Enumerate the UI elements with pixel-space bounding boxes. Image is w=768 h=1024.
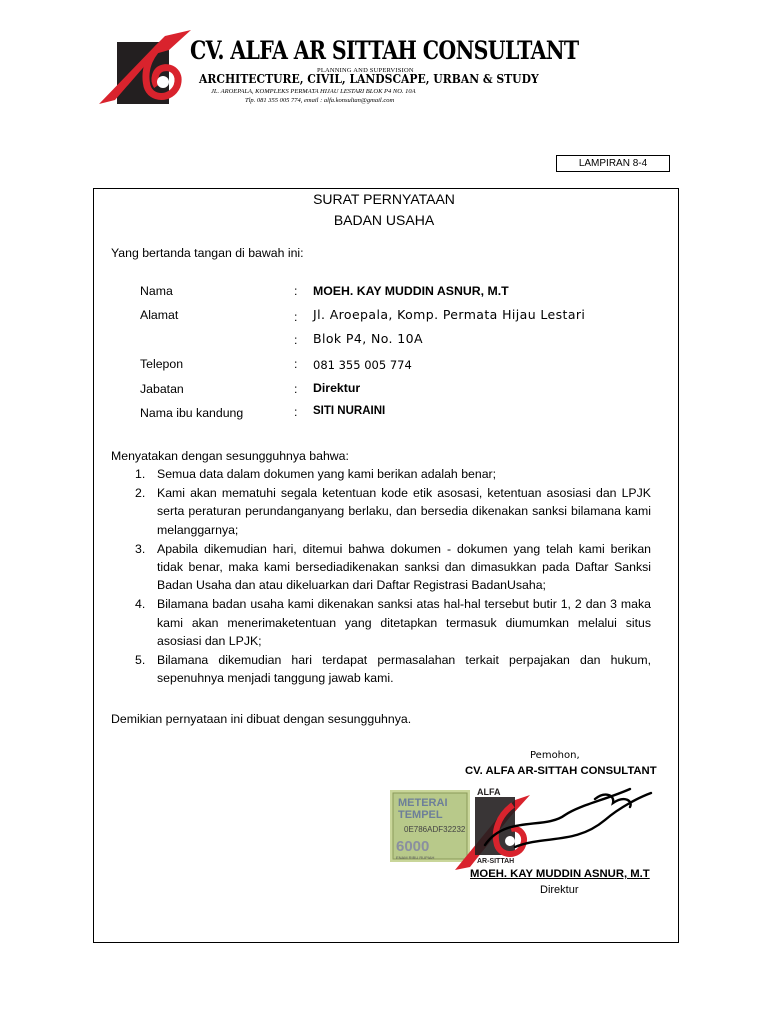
document-title: SURAT PERNYATAAN (313, 191, 455, 207)
declaration-intro: Menyatakan dengan sesungguhnya bahwa: (111, 449, 349, 463)
signatory-position: Direktur (540, 884, 579, 896)
list-item (111, 540, 651, 595)
company-tagline: PLANNING AND SUPERVISION (317, 67, 414, 74)
list-text: Bilamana badan usaha kami dikenakan sanksi atas hal-hal tersebut butir 1, 2 dan 3 maka kami akan menerimaketentuan yang ditetapkan termasuk diumumkan melalui situs asosiasi dan LPJK; (157, 597, 651, 649)
colon: : (294, 405, 298, 419)
name-label: Nama (140, 284, 173, 298)
attachment-label: LAMPIRAN 8-4 (556, 155, 670, 172)
colon: : (294, 310, 298, 324)
list-item (111, 484, 651, 539)
phone-label: Telepon (140, 357, 184, 371)
stamp-amount: 6000 (396, 838, 430, 855)
signatory-name: MOEH. KAY MUDDIN ASNUR, M.T (470, 868, 650, 880)
list-text: Apabila dikemudian hari, ditemui bahwa dokumen - dokumen yang telah kami berikan tidak benar, maka kami bersediadikenakan sanksi dan dimasukkan pada Daftar Sanksi Badan Usaha dan atau dikeluarkan dari Daftar Registrasi BadanUsaha; (157, 541, 651, 593)
company-contact: Tlp. 081 355 005 774, email : alfa.konsultan@gmail.com (245, 97, 395, 104)
address-label: Alamat (140, 308, 179, 322)
document-subtitle: BADAN USAHA (333, 212, 435, 228)
colon: : (294, 357, 298, 371)
stamp-code: 0E786ADF32232 (404, 825, 466, 834)
company-logo (95, 28, 195, 108)
list-number: 1. (135, 467, 146, 481)
list-number: 3. (135, 541, 146, 556)
position-value: Direktur (313, 381, 361, 395)
applicant-label: Pemohon, (530, 750, 580, 761)
closing-text: Demikian pernyataan ini dibuat dengan sesungguhnya. (111, 712, 412, 726)
list-text: Kami akan mematuhi segala ketentuan kode etik asosasi, ketentuan asosiasi dan LPJK serta peraturan perundanganyang berlaku, dan bersedia dikenakan sanksi bilamana kami melanggarnya; (157, 485, 651, 537)
position-label: Jabatan (140, 382, 184, 396)
list-number: 2. (135, 485, 146, 500)
intro-text: Yang bertanda tangan di bawah ini: (111, 246, 304, 260)
phone-value: 081 355 005 774 (313, 358, 412, 372)
list-text: Bilamana dikemudian hari terdapat permasalahan terkait perpajakan dan hukum, sepenuhnya menjadi tanggung jawab kami. (157, 653, 651, 686)
seal-bottom-text: AR-SITTAH (477, 858, 515, 865)
stamp-line1: METERAI (398, 797, 448, 809)
name-value: MOEH. KAY MUDDIN ASNUR, M.T (313, 284, 509, 298)
colon: : (294, 284, 298, 298)
address-value-line2: Blok P4, No. 10A (313, 331, 423, 346)
address-value-line1: Jl. Aroepala, Komp. Permata Hijau Lestari (313, 307, 586, 322)
list-item (111, 651, 651, 688)
stamp-line2: TEMPEL (398, 809, 443, 821)
list-number: 4. (135, 597, 146, 612)
company-seal-and-signature (455, 775, 655, 875)
colon: : (294, 382, 298, 396)
list-text: Semua data dalam dokumen yang kami berikan adalah benar; (157, 467, 497, 481)
letterhead (95, 28, 579, 118)
colon: : (294, 333, 298, 347)
statement-list (111, 465, 651, 688)
company-address: JL. AROEPALA, KOMPLEKS PERMATA HIJAU LESTARI BLOK P4 NO. 10A (211, 88, 416, 95)
mother-name-value: SITI NURAINI (313, 405, 386, 417)
list-number: 5. (135, 653, 146, 668)
signatory-company: CV. ALFA AR-SITTAH CONSULTANT (465, 765, 657, 777)
list-item (111, 465, 651, 483)
seal-top-text: ALFA (477, 787, 501, 797)
company-name: CV. ALFA AR SITTAH CONSULTANT (190, 36, 579, 65)
company-services: ARCHITECTURE, CIVIL, LANDSCAPE, URBAN & STUDY (199, 72, 539, 86)
stamp-subtext: ENAM RIBU RUPIAH (396, 855, 435, 860)
list-item (111, 595, 651, 650)
mother-name-label: Nama ibu kandung (140, 406, 244, 420)
